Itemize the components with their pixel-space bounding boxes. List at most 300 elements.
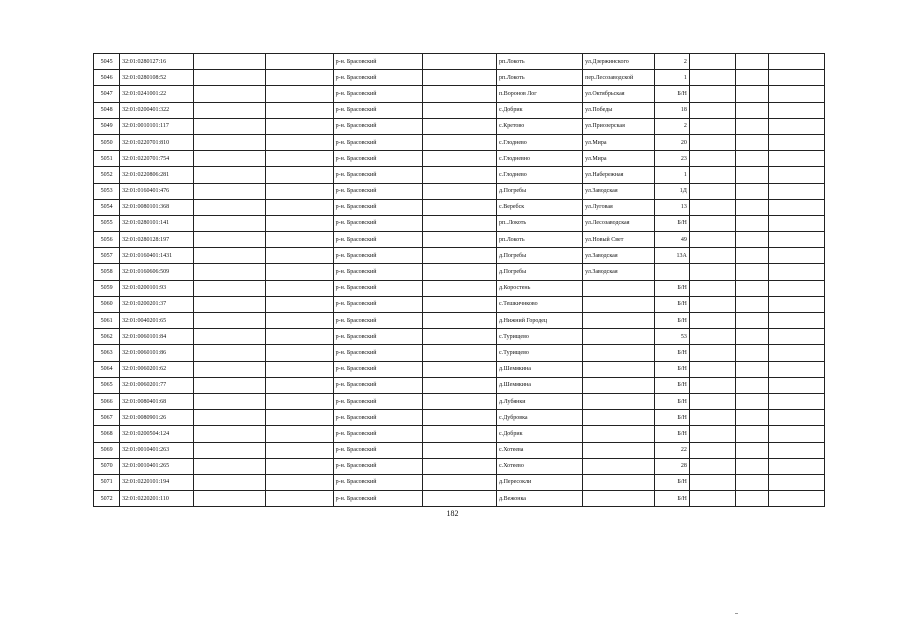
- cadastral-number-cell: 32:01:0220701:810: [120, 134, 194, 150]
- blank-cell: [194, 167, 266, 183]
- blank-cell: [266, 474, 334, 490]
- blank-cell: [769, 264, 825, 280]
- house-number-cell: Б/Н: [655, 361, 690, 377]
- cadastral-number-cell: 32:01:0160401:476: [120, 183, 194, 199]
- row-number-cell: 5048: [94, 102, 120, 118]
- cadastral-number-cell: 32:01:0160401:1431: [120, 248, 194, 264]
- blank-cell: [194, 410, 266, 426]
- street-cell: [583, 491, 655, 507]
- blank-cell: [735, 458, 769, 474]
- blank-cell: [735, 70, 769, 86]
- blank-cell: [266, 280, 334, 296]
- house-number-cell: Б/Н: [655, 491, 690, 507]
- district-cell: р-н. Брасовский: [333, 442, 422, 458]
- blank-cell: [266, 54, 334, 70]
- blank-cell: [266, 361, 334, 377]
- house-number-cell: Б/Н: [655, 280, 690, 296]
- blank-cell: [194, 86, 266, 102]
- blank-cell: [266, 151, 334, 167]
- blank-cell: [769, 167, 825, 183]
- street-cell: ул.Набережная: [583, 167, 655, 183]
- table-row: [94, 377, 825, 393]
- street-cell: ул.Дзержинского: [583, 54, 655, 70]
- cadastral-number-cell: 32:01:0220101:194: [120, 474, 194, 490]
- district-cell: р-н. Брасовский: [333, 296, 422, 312]
- blank-cell: [689, 102, 735, 118]
- blank-cell: [769, 313, 825, 329]
- blank-cell: [769, 86, 825, 102]
- blank-cell: [266, 393, 334, 409]
- district-cell: р-н. Брасовский: [333, 491, 422, 507]
- district-cell: р-н. Брасовский: [333, 361, 422, 377]
- row-number-cell: 5049: [94, 118, 120, 134]
- blank-cell: [194, 377, 266, 393]
- blank-cell: [194, 361, 266, 377]
- blank-cell: [422, 118, 496, 134]
- blank-cell: [769, 183, 825, 199]
- blank-cell: [769, 296, 825, 312]
- blank-cell: [769, 442, 825, 458]
- table-row: [94, 54, 825, 70]
- blank-cell: [266, 183, 334, 199]
- street-cell: [583, 442, 655, 458]
- house-number-cell: Б/Н: [655, 410, 690, 426]
- row-number-cell: 5055: [94, 215, 120, 231]
- blank-cell: [266, 442, 334, 458]
- blank-cell: [422, 377, 496, 393]
- locality-cell: д.Пересокли: [497, 474, 583, 490]
- locality-cell: с.Тешкичнково: [497, 296, 583, 312]
- district-cell: р-н. Брасовский: [333, 183, 422, 199]
- table-row: [94, 102, 825, 118]
- locality-cell: рп..Локоть: [497, 215, 583, 231]
- table-row: [94, 151, 825, 167]
- locality-cell: с.Кретово: [497, 118, 583, 134]
- blank-cell: [266, 313, 334, 329]
- blank-cell: [735, 102, 769, 118]
- row-number-cell: 5056: [94, 232, 120, 248]
- cadastral-number-cell: 32:01:0060101:84: [120, 329, 194, 345]
- blank-cell: [194, 134, 266, 150]
- district-cell: р-н. Брасовский: [333, 151, 422, 167]
- blank-cell: [194, 199, 266, 215]
- blank-cell: [735, 296, 769, 312]
- row-number-cell: 5058: [94, 264, 120, 280]
- house-number-cell: 1: [655, 70, 690, 86]
- house-number-cell: Б/Н: [655, 86, 690, 102]
- row-number-cell: 5051: [94, 151, 120, 167]
- row-number-cell: 5050: [94, 134, 120, 150]
- street-cell: [583, 296, 655, 312]
- street-cell: [583, 474, 655, 490]
- row-number-cell: 5067: [94, 410, 120, 426]
- blank-cell: [689, 329, 735, 345]
- row-number-cell: 5046: [94, 70, 120, 86]
- table-row: [94, 215, 825, 231]
- district-cell: р-н. Брасовский: [333, 70, 422, 86]
- cadastral-number-cell: 32:01:0200201:37: [120, 296, 194, 312]
- cadastral-number-cell: 32:01:0280108:52: [120, 70, 194, 86]
- blank-cell: [689, 215, 735, 231]
- blank-cell: [422, 264, 496, 280]
- scan-speck: [735, 613, 738, 614]
- blank-cell: [735, 345, 769, 361]
- blank-cell: [769, 151, 825, 167]
- blank-cell: [769, 102, 825, 118]
- blank-cell: [769, 70, 825, 86]
- page-number: 182: [446, 509, 459, 518]
- row-number-cell: 5071: [94, 474, 120, 490]
- district-cell: р-н. Брасовский: [333, 426, 422, 442]
- house-number-cell: Б/Н: [655, 215, 690, 231]
- table-row: [94, 134, 825, 150]
- street-cell: [583, 426, 655, 442]
- blank-cell: [422, 442, 496, 458]
- district-cell: р-н. Брасовский: [333, 474, 422, 490]
- blank-cell: [194, 248, 266, 264]
- blank-cell: [735, 232, 769, 248]
- district-cell: р-н. Брасовский: [333, 410, 422, 426]
- house-number-cell: Б/Н: [655, 313, 690, 329]
- row-number-cell: 5045: [94, 54, 120, 70]
- table-row: [94, 264, 825, 280]
- blank-cell: [769, 426, 825, 442]
- locality-cell: рп.Локоть: [497, 232, 583, 248]
- table-row: [94, 345, 825, 361]
- blank-cell: [194, 345, 266, 361]
- district-cell: р-н. Брасовский: [333, 86, 422, 102]
- blank-cell: [735, 167, 769, 183]
- blank-cell: [689, 474, 735, 490]
- blank-cell: [769, 410, 825, 426]
- blank-cell: [769, 491, 825, 507]
- table-row: [94, 393, 825, 409]
- blank-cell: [735, 183, 769, 199]
- street-cell: пер.Лесозаводской: [583, 70, 655, 86]
- table-row: [94, 248, 825, 264]
- blank-cell: [422, 102, 496, 118]
- table-row: [94, 474, 825, 490]
- row-number-cell: 5064: [94, 361, 120, 377]
- locality-cell: д.Коростень: [497, 280, 583, 296]
- street-cell: [583, 393, 655, 409]
- row-number-cell: 5057: [94, 248, 120, 264]
- house-number-cell: [655, 264, 690, 280]
- blank-cell: [735, 199, 769, 215]
- blank-cell: [194, 264, 266, 280]
- table-row: [94, 329, 825, 345]
- blank-cell: [735, 86, 769, 102]
- cadastral-number-cell: 32:01:0080101:368: [120, 199, 194, 215]
- blank-cell: [735, 313, 769, 329]
- blank-cell: [769, 329, 825, 345]
- blank-cell: [769, 458, 825, 474]
- house-number-cell: Б/Н: [655, 393, 690, 409]
- registry-table: [93, 53, 825, 507]
- blank-cell: [422, 458, 496, 474]
- blank-cell: [266, 232, 334, 248]
- blank-cell: [266, 86, 334, 102]
- district-cell: р-н. Брасовский: [333, 54, 422, 70]
- house-number-cell: 1: [655, 167, 690, 183]
- blank-cell: [422, 232, 496, 248]
- district-cell: р-н. Брасовский: [333, 313, 422, 329]
- blank-cell: [689, 442, 735, 458]
- blank-cell: [194, 296, 266, 312]
- district-cell: р-н. Брасовский: [333, 248, 422, 264]
- row-number-cell: 5070: [94, 458, 120, 474]
- blank-cell: [689, 232, 735, 248]
- blank-cell: [689, 426, 735, 442]
- blank-cell: [769, 377, 825, 393]
- blank-cell: [266, 70, 334, 86]
- district-cell: р-н. Брасовский: [333, 264, 422, 280]
- district-cell: р-н. Брасовский: [333, 199, 422, 215]
- blank-cell: [422, 183, 496, 199]
- street-cell: ул.Луговая: [583, 199, 655, 215]
- blank-cell: [689, 183, 735, 199]
- blank-cell: [194, 215, 266, 231]
- blank-cell: [769, 345, 825, 361]
- blank-cell: [735, 134, 769, 150]
- street-cell: ул.Новый Свет: [583, 232, 655, 248]
- locality-cell: с.Турищево: [497, 329, 583, 345]
- cadastral-number-cell: 32:01:0280127:16: [120, 54, 194, 70]
- blank-cell: [194, 426, 266, 442]
- blank-cell: [194, 442, 266, 458]
- street-cell: [583, 377, 655, 393]
- blank-cell: [194, 491, 266, 507]
- blank-cell: [422, 393, 496, 409]
- blank-cell: [266, 199, 334, 215]
- blank-cell: [266, 345, 334, 361]
- cadastral-number-cell: 32:01:0010401:265: [120, 458, 194, 474]
- blank-cell: [422, 280, 496, 296]
- row-number-cell: 5052: [94, 167, 120, 183]
- blank-cell: [735, 264, 769, 280]
- blank-cell: [422, 134, 496, 150]
- house-number-cell: 1Д: [655, 183, 690, 199]
- blank-cell: [194, 183, 266, 199]
- house-number-cell: Б/Н: [655, 296, 690, 312]
- table-row: [94, 442, 825, 458]
- locality-cell: с.Хотеево: [497, 458, 583, 474]
- cadastral-number-cell: 32:01:0010101:117: [120, 118, 194, 134]
- blank-cell: [689, 361, 735, 377]
- blank-cell: [735, 426, 769, 442]
- street-cell: [583, 361, 655, 377]
- blank-cell: [422, 54, 496, 70]
- table-row: [94, 86, 825, 102]
- district-cell: р-н. Брасовский: [333, 458, 422, 474]
- blank-cell: [422, 329, 496, 345]
- blank-cell: [194, 232, 266, 248]
- cadastral-number-cell: 32:01:0220806:281: [120, 167, 194, 183]
- blank-cell: [735, 151, 769, 167]
- row-number-cell: 5062: [94, 329, 120, 345]
- table-row: [94, 458, 825, 474]
- registry-body: [94, 54, 825, 507]
- blank-cell: [689, 377, 735, 393]
- cadastral-number-cell: 32:01:0200401:322: [120, 102, 194, 118]
- blank-cell: [266, 215, 334, 231]
- blank-cell: [735, 393, 769, 409]
- blank-cell: [769, 248, 825, 264]
- blank-cell: [422, 361, 496, 377]
- street-cell: [583, 410, 655, 426]
- house-number-cell: 2: [655, 118, 690, 134]
- cadastral-number-cell: 32:01:0010401:263: [120, 442, 194, 458]
- district-cell: р-н. Брасовский: [333, 167, 422, 183]
- blank-cell: [422, 167, 496, 183]
- locality-cell: с.Веребск: [497, 199, 583, 215]
- blank-cell: [735, 215, 769, 231]
- cadastral-number-cell: 32:01:0060201:77: [120, 377, 194, 393]
- blank-cell: [194, 393, 266, 409]
- street-cell: ул.Заводская: [583, 248, 655, 264]
- table-row: [94, 280, 825, 296]
- house-number-cell: 20: [655, 134, 690, 150]
- blank-cell: [769, 199, 825, 215]
- locality-cell: с.Хотеева: [497, 442, 583, 458]
- locality-cell: д.Нижний Городец: [497, 313, 583, 329]
- blank-cell: [266, 458, 334, 474]
- cadastral-number-cell: 32:01:0220701:754: [120, 151, 194, 167]
- house-number-cell: 28: [655, 458, 690, 474]
- blank-cell: [266, 118, 334, 134]
- street-cell: [583, 345, 655, 361]
- blank-cell: [769, 118, 825, 134]
- table-row: [94, 410, 825, 426]
- blank-cell: [769, 393, 825, 409]
- street-cell: [583, 329, 655, 345]
- street-cell: ул.Мира: [583, 134, 655, 150]
- blank-cell: [422, 86, 496, 102]
- district-cell: р-н. Брасовский: [333, 377, 422, 393]
- district-cell: р-н. Брасовский: [333, 232, 422, 248]
- blank-cell: [689, 345, 735, 361]
- house-number-cell: Б/Н: [655, 377, 690, 393]
- blank-cell: [735, 491, 769, 507]
- blank-cell: [689, 296, 735, 312]
- blank-cell: [735, 361, 769, 377]
- row-number-cell: 5069: [94, 442, 120, 458]
- blank-cell: [689, 491, 735, 507]
- table-row: [94, 118, 825, 134]
- street-cell: ул.Лесозаводская: [583, 215, 655, 231]
- street-cell: ул.Октябрьская: [583, 86, 655, 102]
- blank-cell: [735, 474, 769, 490]
- blank-cell: [689, 313, 735, 329]
- locality-cell: д.Погребы: [497, 264, 583, 280]
- table-row: [94, 361, 825, 377]
- cadastral-number-cell: 32:01:0241001:22: [120, 86, 194, 102]
- blank-cell: [689, 199, 735, 215]
- blank-cell: [689, 70, 735, 86]
- locality-cell: д.Вежонка: [497, 491, 583, 507]
- locality-cell: д.Шемякина: [497, 361, 583, 377]
- cadastral-number-cell: 32:01:0060201:62: [120, 361, 194, 377]
- table-row: [94, 491, 825, 507]
- blank-cell: [735, 442, 769, 458]
- district-cell: р-н. Брасовский: [333, 215, 422, 231]
- row-number-cell: 5053: [94, 183, 120, 199]
- district-cell: р-н. Брасовский: [333, 280, 422, 296]
- blank-cell: [422, 215, 496, 231]
- row-number-cell: 5060: [94, 296, 120, 312]
- blank-cell: [266, 264, 334, 280]
- blank-cell: [769, 134, 825, 150]
- blank-cell: [194, 102, 266, 118]
- blank-cell: [735, 118, 769, 134]
- blank-cell: [689, 86, 735, 102]
- row-number-cell: 5061: [94, 313, 120, 329]
- blank-cell: [769, 361, 825, 377]
- cadastral-number-cell: 32:01:0280101:141: [120, 215, 194, 231]
- locality-cell: с.Добрик: [497, 426, 583, 442]
- blank-cell: [689, 134, 735, 150]
- locality-cell: д.Погребы: [497, 183, 583, 199]
- locality-cell: д.Шемякина: [497, 377, 583, 393]
- blank-cell: [422, 70, 496, 86]
- blank-cell: [194, 458, 266, 474]
- district-cell: р-н. Брасовский: [333, 345, 422, 361]
- street-cell: ул.Победы: [583, 102, 655, 118]
- blank-cell: [422, 474, 496, 490]
- district-cell: р-н. Брасовский: [333, 134, 422, 150]
- table-row: [94, 183, 825, 199]
- blank-cell: [689, 54, 735, 70]
- locality-cell: с.Глодневно: [497, 151, 583, 167]
- blank-cell: [689, 264, 735, 280]
- blank-cell: [194, 313, 266, 329]
- house-number-cell: 18: [655, 102, 690, 118]
- blank-cell: [735, 410, 769, 426]
- blank-cell: [689, 280, 735, 296]
- blank-cell: [194, 118, 266, 134]
- blank-cell: [194, 151, 266, 167]
- row-number-cell: 5047: [94, 86, 120, 102]
- blank-cell: [194, 474, 266, 490]
- blank-cell: [422, 491, 496, 507]
- blank-cell: [689, 458, 735, 474]
- blank-cell: [266, 329, 334, 345]
- row-number-cell: 5072: [94, 491, 120, 507]
- blank-cell: [422, 313, 496, 329]
- blank-cell: [422, 410, 496, 426]
- blank-cell: [735, 329, 769, 345]
- blank-cell: [422, 199, 496, 215]
- locality-cell: рп.Локоть: [497, 70, 583, 86]
- blank-cell: [266, 248, 334, 264]
- blank-cell: [689, 410, 735, 426]
- blank-cell: [422, 296, 496, 312]
- street-cell: ул.Мира: [583, 151, 655, 167]
- table-row: [94, 167, 825, 183]
- locality-cell: с.Добрик: [497, 102, 583, 118]
- blank-cell: [689, 248, 735, 264]
- street-cell: [583, 313, 655, 329]
- table-row: [94, 296, 825, 312]
- blank-cell: [769, 215, 825, 231]
- cadastral-number-cell: 32:01:0080901:26: [120, 410, 194, 426]
- blank-cell: [735, 280, 769, 296]
- blank-cell: [194, 329, 266, 345]
- district-cell: р-н. Брасовский: [333, 102, 422, 118]
- table-row: [94, 199, 825, 215]
- blank-cell: [194, 54, 266, 70]
- district-cell: р-н. Брасовский: [333, 118, 422, 134]
